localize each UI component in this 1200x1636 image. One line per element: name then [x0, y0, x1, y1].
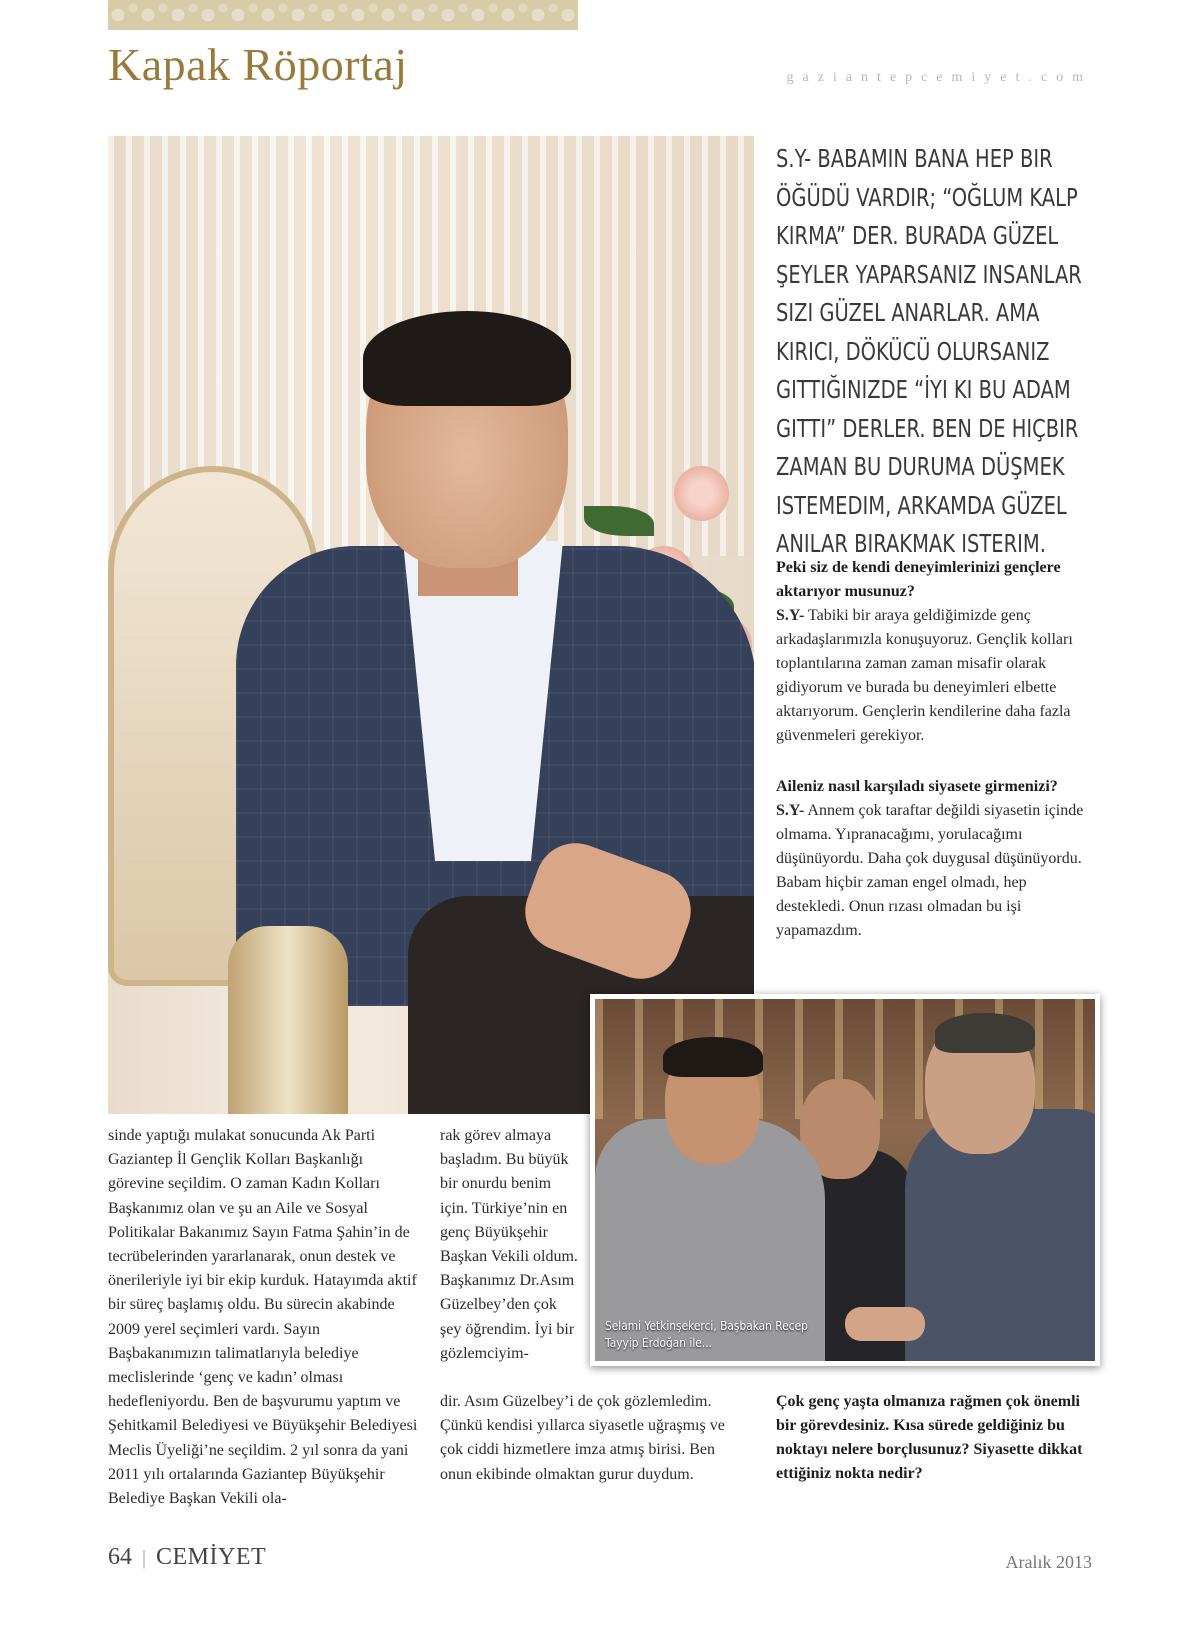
handshake-photo	[590, 994, 1100, 1366]
qa-block-2	[776, 775, 1096, 943]
section-title: Kapak Röportaj	[108, 39, 408, 90]
body-column-1-text: sinde yaptığı mulakat sonucunda Ak Parti Gaziantep İl Gençlik Kolları Başkanlığı görevine seçildim. O zaman Kadın Kolları Başkanımız olan ve şu an Aile ve Sosyal Politikalar Bakanımız Sayın Fatma Şahin’in de tecrübelerinden yararlanarak, onun destek ve önerileriyle iyi bir ekip kurduk. Hatayımda aktif bir süreç başlamış oldu. Bu sürecin akabinde 2009 yerel seçimleri vardı. Sayın Başbakanımızın talimatlarıyla belediye meclislerinde ‘genç ve kadın’ olması hedefleniyordu. Ben de başvurumu yaptım ve Şehitkamil Belediyesi ve Büyükşehir Belediyesi Meclis Üyeliği’ne seçildim. 2 yıl sonra da yani 2011 yılı ortalarında Gaziantep Büyükşehir Belediye Başkan Vekili ola-	[108, 1127, 418, 1508]
qa-block-1	[776, 556, 1096, 748]
question-2: Aileniz nasıl karşıladı siyasete girmenizi?	[776, 778, 1058, 795]
question-3: Çok genç yaşta olmanıza rağmen çok önemli bir görevdesiniz. Kısa sürede geldiğiniz bu noktayı nelere borçlusunuz? Siyasette dikkat ettiğiniz nokta nedir?	[776, 1393, 1083, 1482]
page-number: 64	[108, 1544, 132, 1570]
pull-quote: S.Y- BABAMIN BANA HEP BIR ÖĞÜDÜ VARDIR; “OĞLUM KALP KIRMA” DER. BURADA GÜZEL ŞEYLER YAPARSANIZ INSANLAR SIZI GÜZEL ANARLAR. AMA KIRICI, DÖKÜCÜ OLURSANIZ GITTIĞINIZDE “İYI KI BU ADAM GITTI” DERLER. BEN DE HIÇBIR ZAMAN BU DURUMA DÜŞMEK ISTEMEDIM, ARKAMDA GÜZEL ANILAR BIRAKMAK ISTERIM.	[776, 144, 1082, 558]
body-column-2-top	[440, 1124, 580, 1366]
person-1-hair	[663, 1037, 763, 1077]
footer-folio	[108, 1544, 266, 1571]
issue-date: Aralık 2013	[1005, 1552, 1092, 1572]
answer-1	[776, 604, 1096, 748]
speaker-label: S.Y-	[776, 802, 805, 819]
answer-2	[776, 799, 1096, 943]
magazine-name: CEMİYET	[156, 1544, 267, 1570]
top-ornament-band	[108, 0, 578, 30]
question-1: Peki siz de kendi deneyimlerinizi gençlere aktarıyor musunuz?	[776, 559, 1061, 600]
person-hair	[363, 311, 571, 406]
body-column-2-bottom	[440, 1390, 740, 1487]
handshake	[845, 1307, 925, 1341]
body-column-2-bottom-text: dir. Asım Güzelbey’i de çok gözlemledim. Çünkü kendisi yıllarca siyasetle uğraşmış ve çok ciddi hizmetlere imza atmış birisi. Ben onun ekibinde olmaktan gurur duydum.	[440, 1393, 725, 1483]
body-column-2-top-text: rak görev almaya başladım. Bu büyük bir onurdu benim için. Türkiye’nin en genç Büyükşehir Başkan Vekili oldum. Başkanımız Dr.Asım Güzelbey’den çok şey öğrendim. İyi bir gözlemciyim-	[440, 1127, 578, 1362]
armchair-arm	[228, 926, 348, 1114]
answer-1-text: Tabiki bir araya geldiğimizde genç arkadaşlarımızla konuşuyoruz. Gençlik kolları toplantılarına zaman zaman misafir olarak gidiyorum ve burada bu deneyimleri elbette aktarıyorum. Gençlerin kendilerine daha fazla güvenmeleri gerekiyor.	[776, 607, 1073, 744]
person-3-hair	[935, 1013, 1035, 1053]
photo-caption: Selami Yetkinşekerci, Başbakan Recep Tayyip Erdoğan ile...	[605, 1318, 808, 1350]
answer-2-text: Annem çok taraftar değildi siyasetin içinde olmama. Yıpranacağımı, yorulacağımı düşünüyordu. Daha çok duygusal düşünüyordu. Babam hiçbir zaman engel olmadı, hep destekledi. Onun rızası olmadan bu işi yapamazdım.	[776, 802, 1084, 939]
body-column-1	[108, 1124, 420, 1511]
folio-separator: |	[142, 1547, 147, 1569]
speaker-label: S.Y-	[776, 607, 805, 624]
site-url: gaziantepcemiyet.com	[786, 70, 1092, 85]
cover-portrait-photo	[108, 136, 754, 1114]
qa-block-3	[776, 1390, 1096, 1486]
